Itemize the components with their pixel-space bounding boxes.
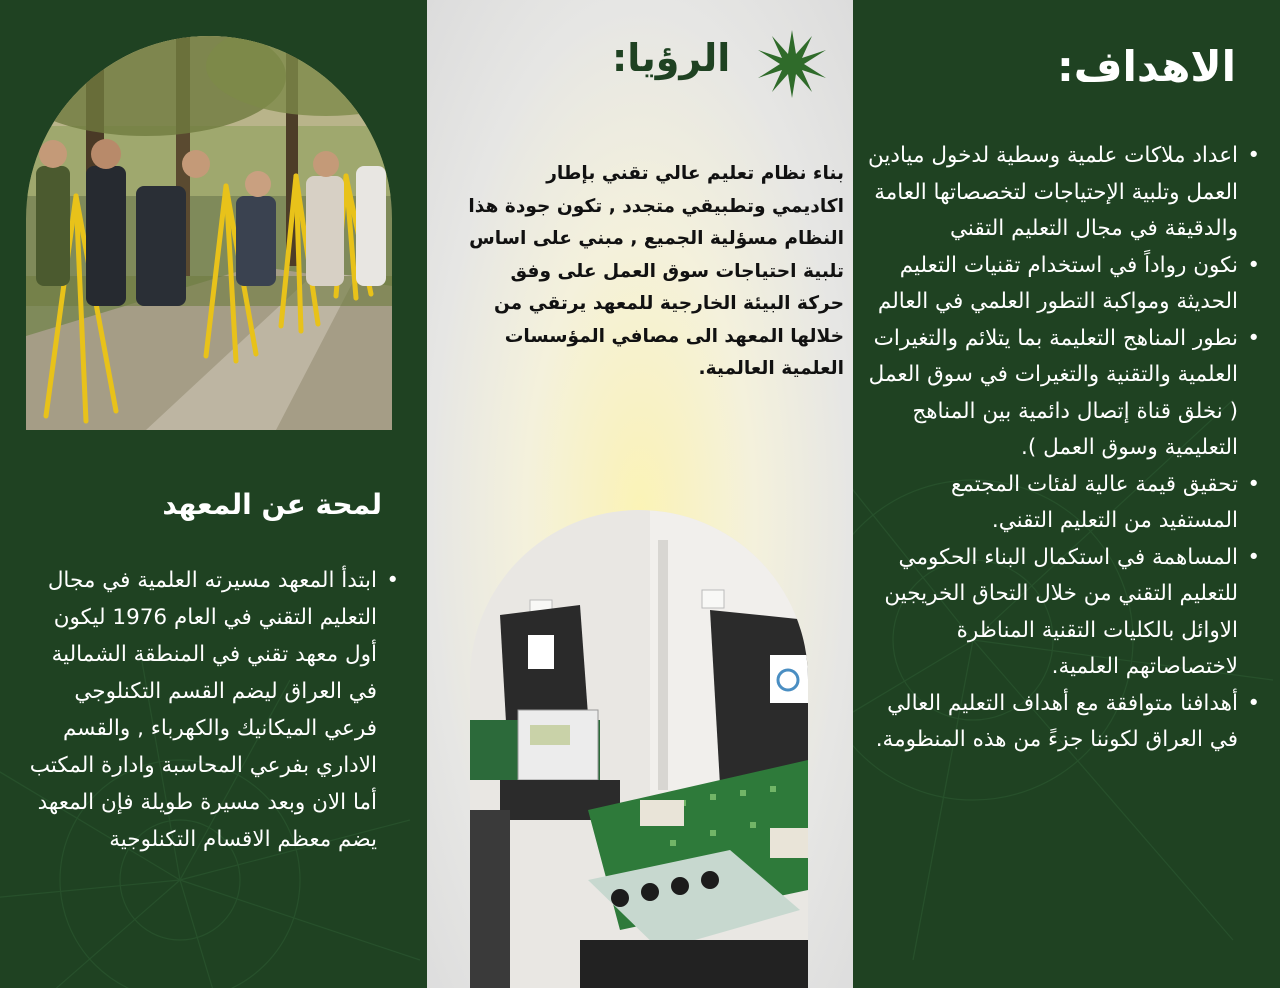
goals-panel: [853, 0, 1280, 988]
list-item: • أهدافنا متوافقة مع أهداف التعليم العالي في العراق لكوننا جزءً من هذه المنظومة.: [866, 686, 1238, 759]
goals-list: [866, 138, 1260, 759]
about-title: لمحة عن المعهد: [162, 488, 382, 521]
list-item: • تحقيق قيمة عالية لفئات المجتمع المستفيد من التعليم التقني.: [866, 467, 1238, 540]
list-item: • المساهمة في استكمال البناء الحكومي للتعليم التقني من خلال التحاق الخريجين الاوائل بالكليات التقنية المناظرة لاختصاصاتهم العلمية.: [866, 540, 1238, 686]
list-item: • نكون رواداً في استخدام تقنيات التعليم الحديثة ومواكبة التطور العلمي في العالم: [866, 248, 1238, 321]
survey-students-photo: [26, 36, 392, 430]
goals-title: الاهداف:: [1056, 42, 1236, 91]
list-item: • اعداد ملاكات علمية وسطية لدخول ميادين العمل وتلبية الإحتياجات لتخصصاتها العامة والدقيقة في مجال التعليم التقني: [866, 138, 1238, 248]
electronics-lab-photo: [470, 510, 808, 988]
list-item: • نطور المناهج التعليمة بما يتلائم والتغيرات العلمية والتقنية والتغيرات في سوق العمل ( نخلق قناة إتصال دائمية بين المناهج التعليمية وسوق العمل ).: [866, 321, 1238, 467]
about-list: [17, 562, 399, 858]
list-item: • ابتدأ المعهد مسيرته العلمية في مجال التعليم التقني في العام 1976 ليكون أول معهد تقني في المنطقة الشمالية في العراق ليضم القسم التكنلوجي فرعي الميكانيك والكهرباء , والقسم الاداري بفرعي المحاسبة وادارة المكتب أما الان وبعد مسيرة طويلة فإن المعهد يضم معظم الاقسام التكنلوجية: [17, 562, 377, 858]
star-burst-icon: [756, 28, 828, 100]
photo-electronics-lab-icon: [470, 510, 808, 988]
vision-text: بناء نظام تعليم عالي تقني بإطار اكاديمي وتطبيقي متجدد , تكون جودة هذا النظام مسؤلية الجميع , مبني على اساس تلبية احتياجات سوق العمل على وفق حركة البيئة الخارجية للمعهد يرتقي من خلالها المعهد الى مصافي المؤسسات العلمية العالمية.: [468, 163, 844, 379]
about-panel: [0, 0, 427, 988]
photo-survey-students-icon: [26, 36, 392, 430]
vision-title: الرؤيا:: [612, 36, 731, 80]
